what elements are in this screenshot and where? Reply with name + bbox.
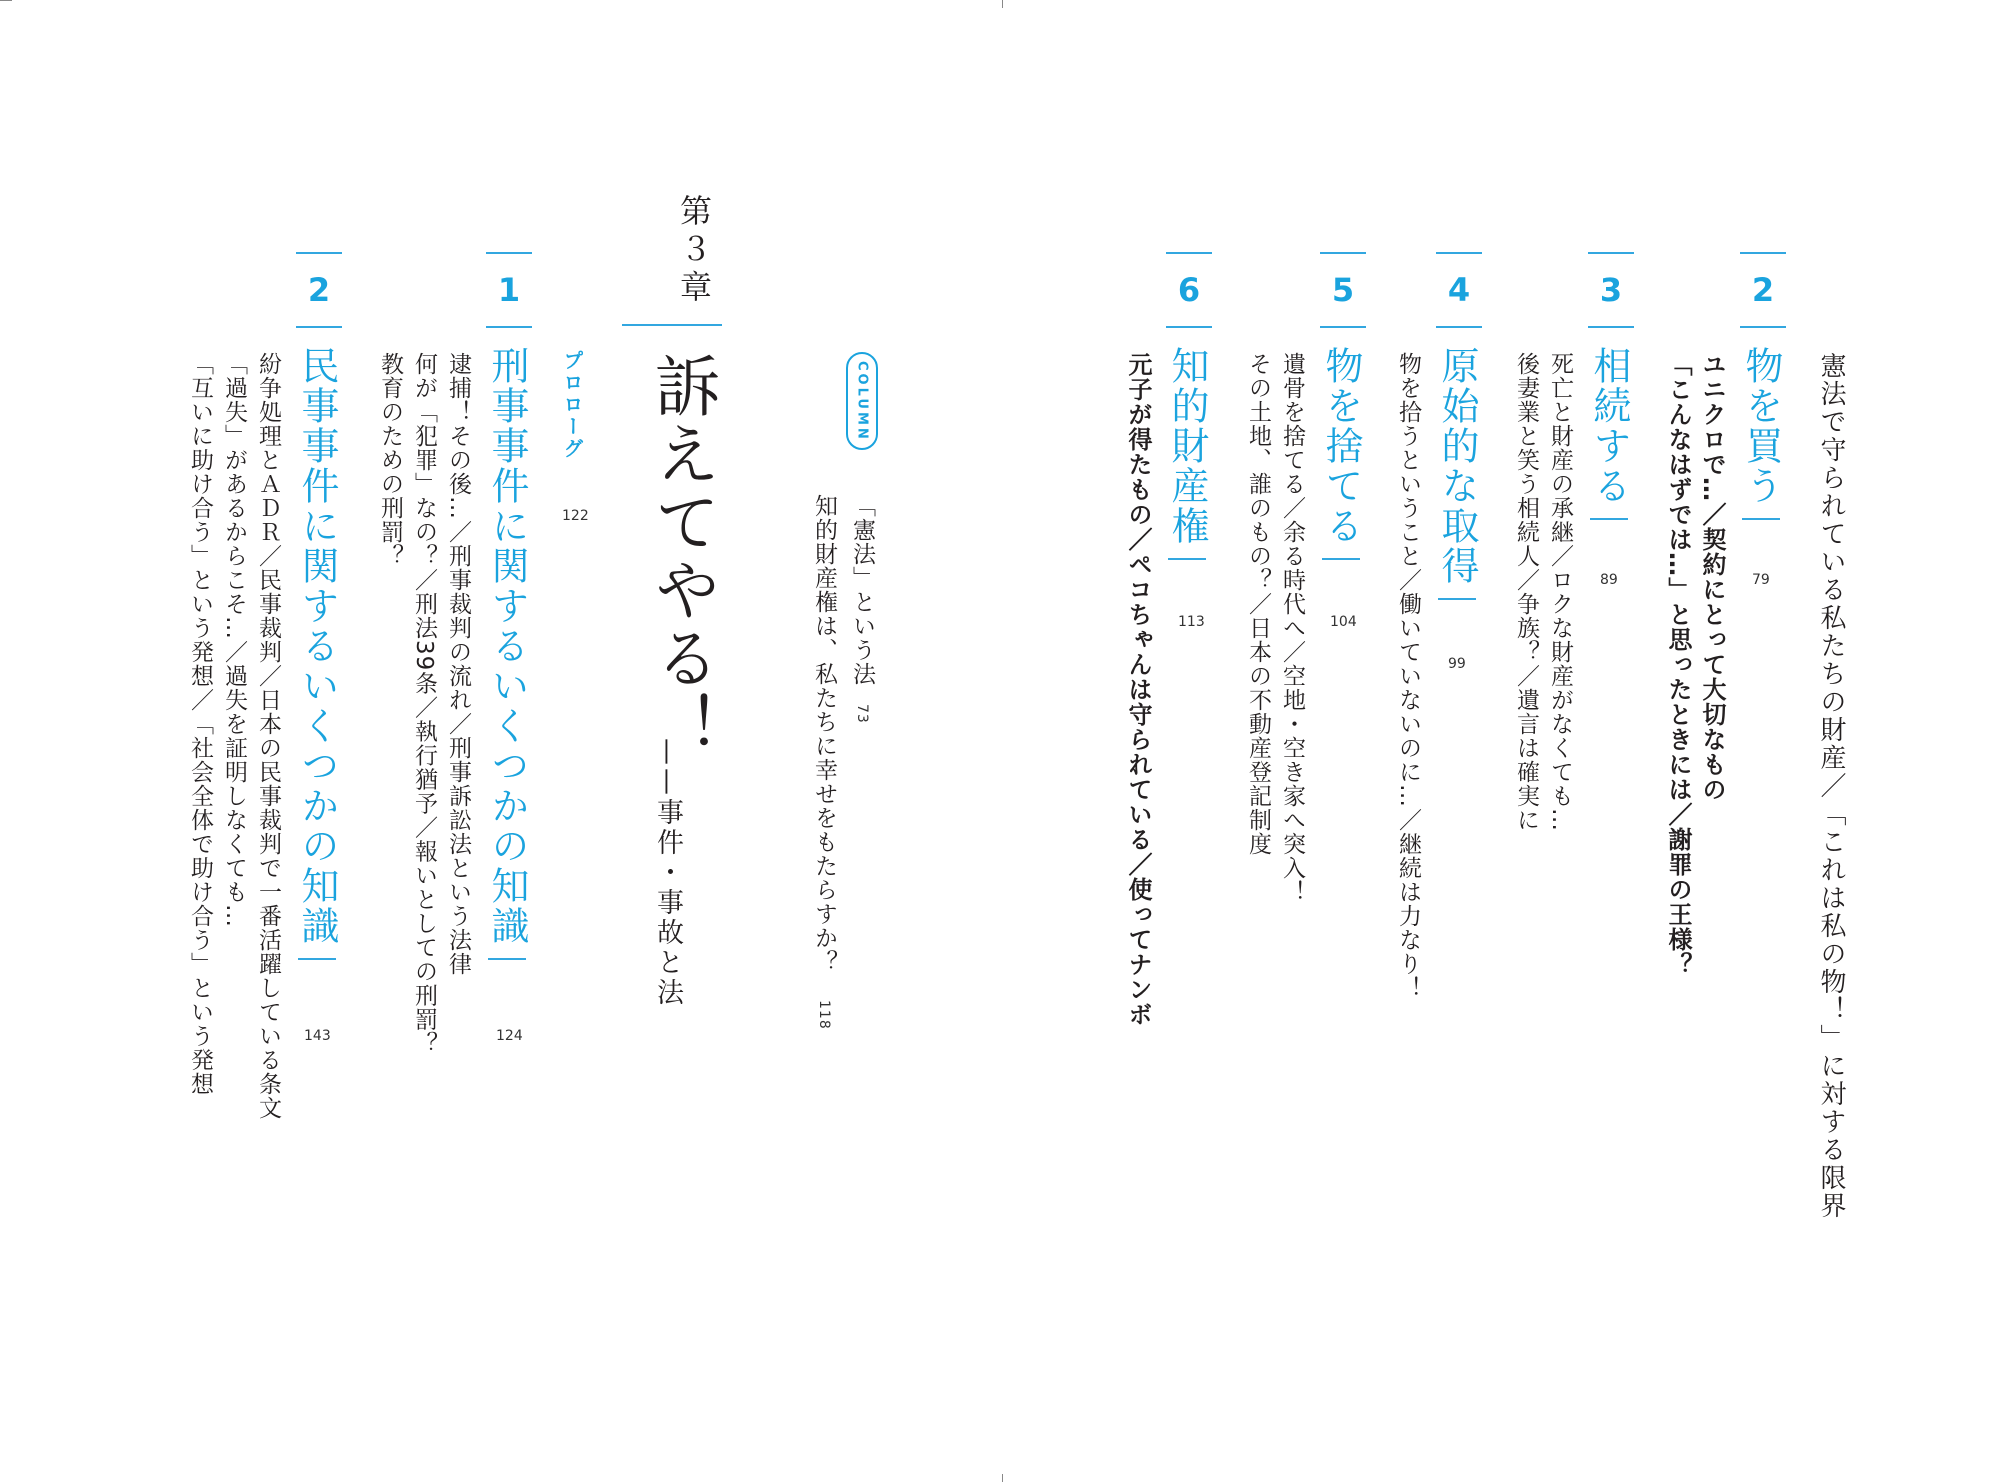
chapter-label: 第３章	[675, 194, 713, 308]
prologue-label: プロローグ	[560, 350, 584, 460]
page-number: 122	[562, 508, 589, 524]
section-number: 3	[1588, 252, 1634, 328]
page-number: 79	[1752, 572, 1770, 588]
section-subtitle: 物を拾うということ／働いていないのに…／継続は力なり！	[1395, 352, 1421, 1000]
section-subtitle: 逮捕！その後…／刑事裁判の流れ／刑事訴訟法という法律	[445, 352, 471, 976]
column-badge: COLUMN	[846, 352, 878, 450]
section-subtitle: 紛争処理とＡＤＲ／民事裁判／日本の民事裁判で一番活躍している条文	[255, 352, 281, 1120]
section-subtitle: 「こんなはずでは…」と思ったときには／謝罪の王様？	[1664, 352, 1692, 977]
section-subtitle: ユニクロで…／契約にとって大切なもの	[1698, 352, 1726, 802]
page-number: 73	[854, 704, 870, 724]
section-subtitle: 何が「犯罪」なの？／刑法39条／執行猶予／報いとしての刑罰？	[411, 352, 437, 1056]
section-subtitle: その土地、誰のもの？／日本の不動産登記制度	[1245, 352, 1271, 856]
page-number: 118	[816, 1000, 832, 1030]
column-line	[812, 494, 835, 1030]
section-title: 原始的な取得	[1438, 346, 1476, 600]
column-line	[850, 494, 873, 724]
intro-text: 憲法で守られている私たちの財産／「これは私の物！」に対する限界	[1816, 352, 1846, 1220]
section-subtitle: 遺骨を捨てる／余る時代へ／空地・空き家へ突入！	[1279, 352, 1305, 904]
section-title: 物を買う	[1742, 346, 1780, 520]
chapter-subtitle: ——事件・事故と法	[652, 738, 683, 1008]
crop-mark	[1002, 1474, 1003, 1482]
crop-mark	[1002, 0, 1003, 8]
section-title: 相続する	[1590, 346, 1628, 520]
column-title: 知的財産権は、私たちに幸せをもたらすか？	[811, 494, 837, 974]
section-title: 刑事事件に関するいくつかの知識	[488, 346, 526, 960]
section-title: 物を捨てる	[1322, 346, 1360, 560]
section-subtitle: 教育のための刑罰？	[377, 352, 403, 568]
chapter-title: 訴えてやる！	[643, 352, 720, 760]
section-subtitle: 元子が得たもの／ペコちゃんは守られている／使ってナンボ	[1124, 352, 1152, 1027]
section-number: 1	[486, 252, 532, 328]
section-number: 4	[1436, 252, 1482, 328]
section-title: 民事事件に関するいくつかの知識	[298, 346, 336, 960]
page-number: 124	[496, 1028, 523, 1044]
section-number: 2	[296, 252, 342, 328]
section-number: 6	[1166, 252, 1212, 328]
section-subtitle: 死亡と財産の承継／ロクな財産がなくても…	[1547, 352, 1573, 832]
section-number: 5	[1320, 252, 1366, 328]
page-number: 89	[1600, 572, 1618, 588]
page-number: 143	[304, 1028, 331, 1044]
section-number: 2	[1740, 252, 1786, 328]
section-subtitle: 「互いに助け合う」という発想／「社会全体で助け合う」という発想	[187, 352, 213, 1096]
crop-mark	[0, 0, 12, 1]
page-number: 99	[1448, 656, 1466, 672]
chapter-rule	[622, 324, 722, 326]
column-title: 「憲法」という法	[849, 494, 875, 686]
page-number: 104	[1330, 614, 1357, 630]
page-number: 113	[1178, 614, 1205, 630]
section-title: 知的財産権	[1168, 346, 1206, 560]
section-subtitle: 「過失」があるからこそ…／過失を証明しなくても…	[221, 352, 247, 928]
section-subtitle: 後妻業と笑う相続人／争族？／遺言は確実に	[1513, 352, 1539, 832]
